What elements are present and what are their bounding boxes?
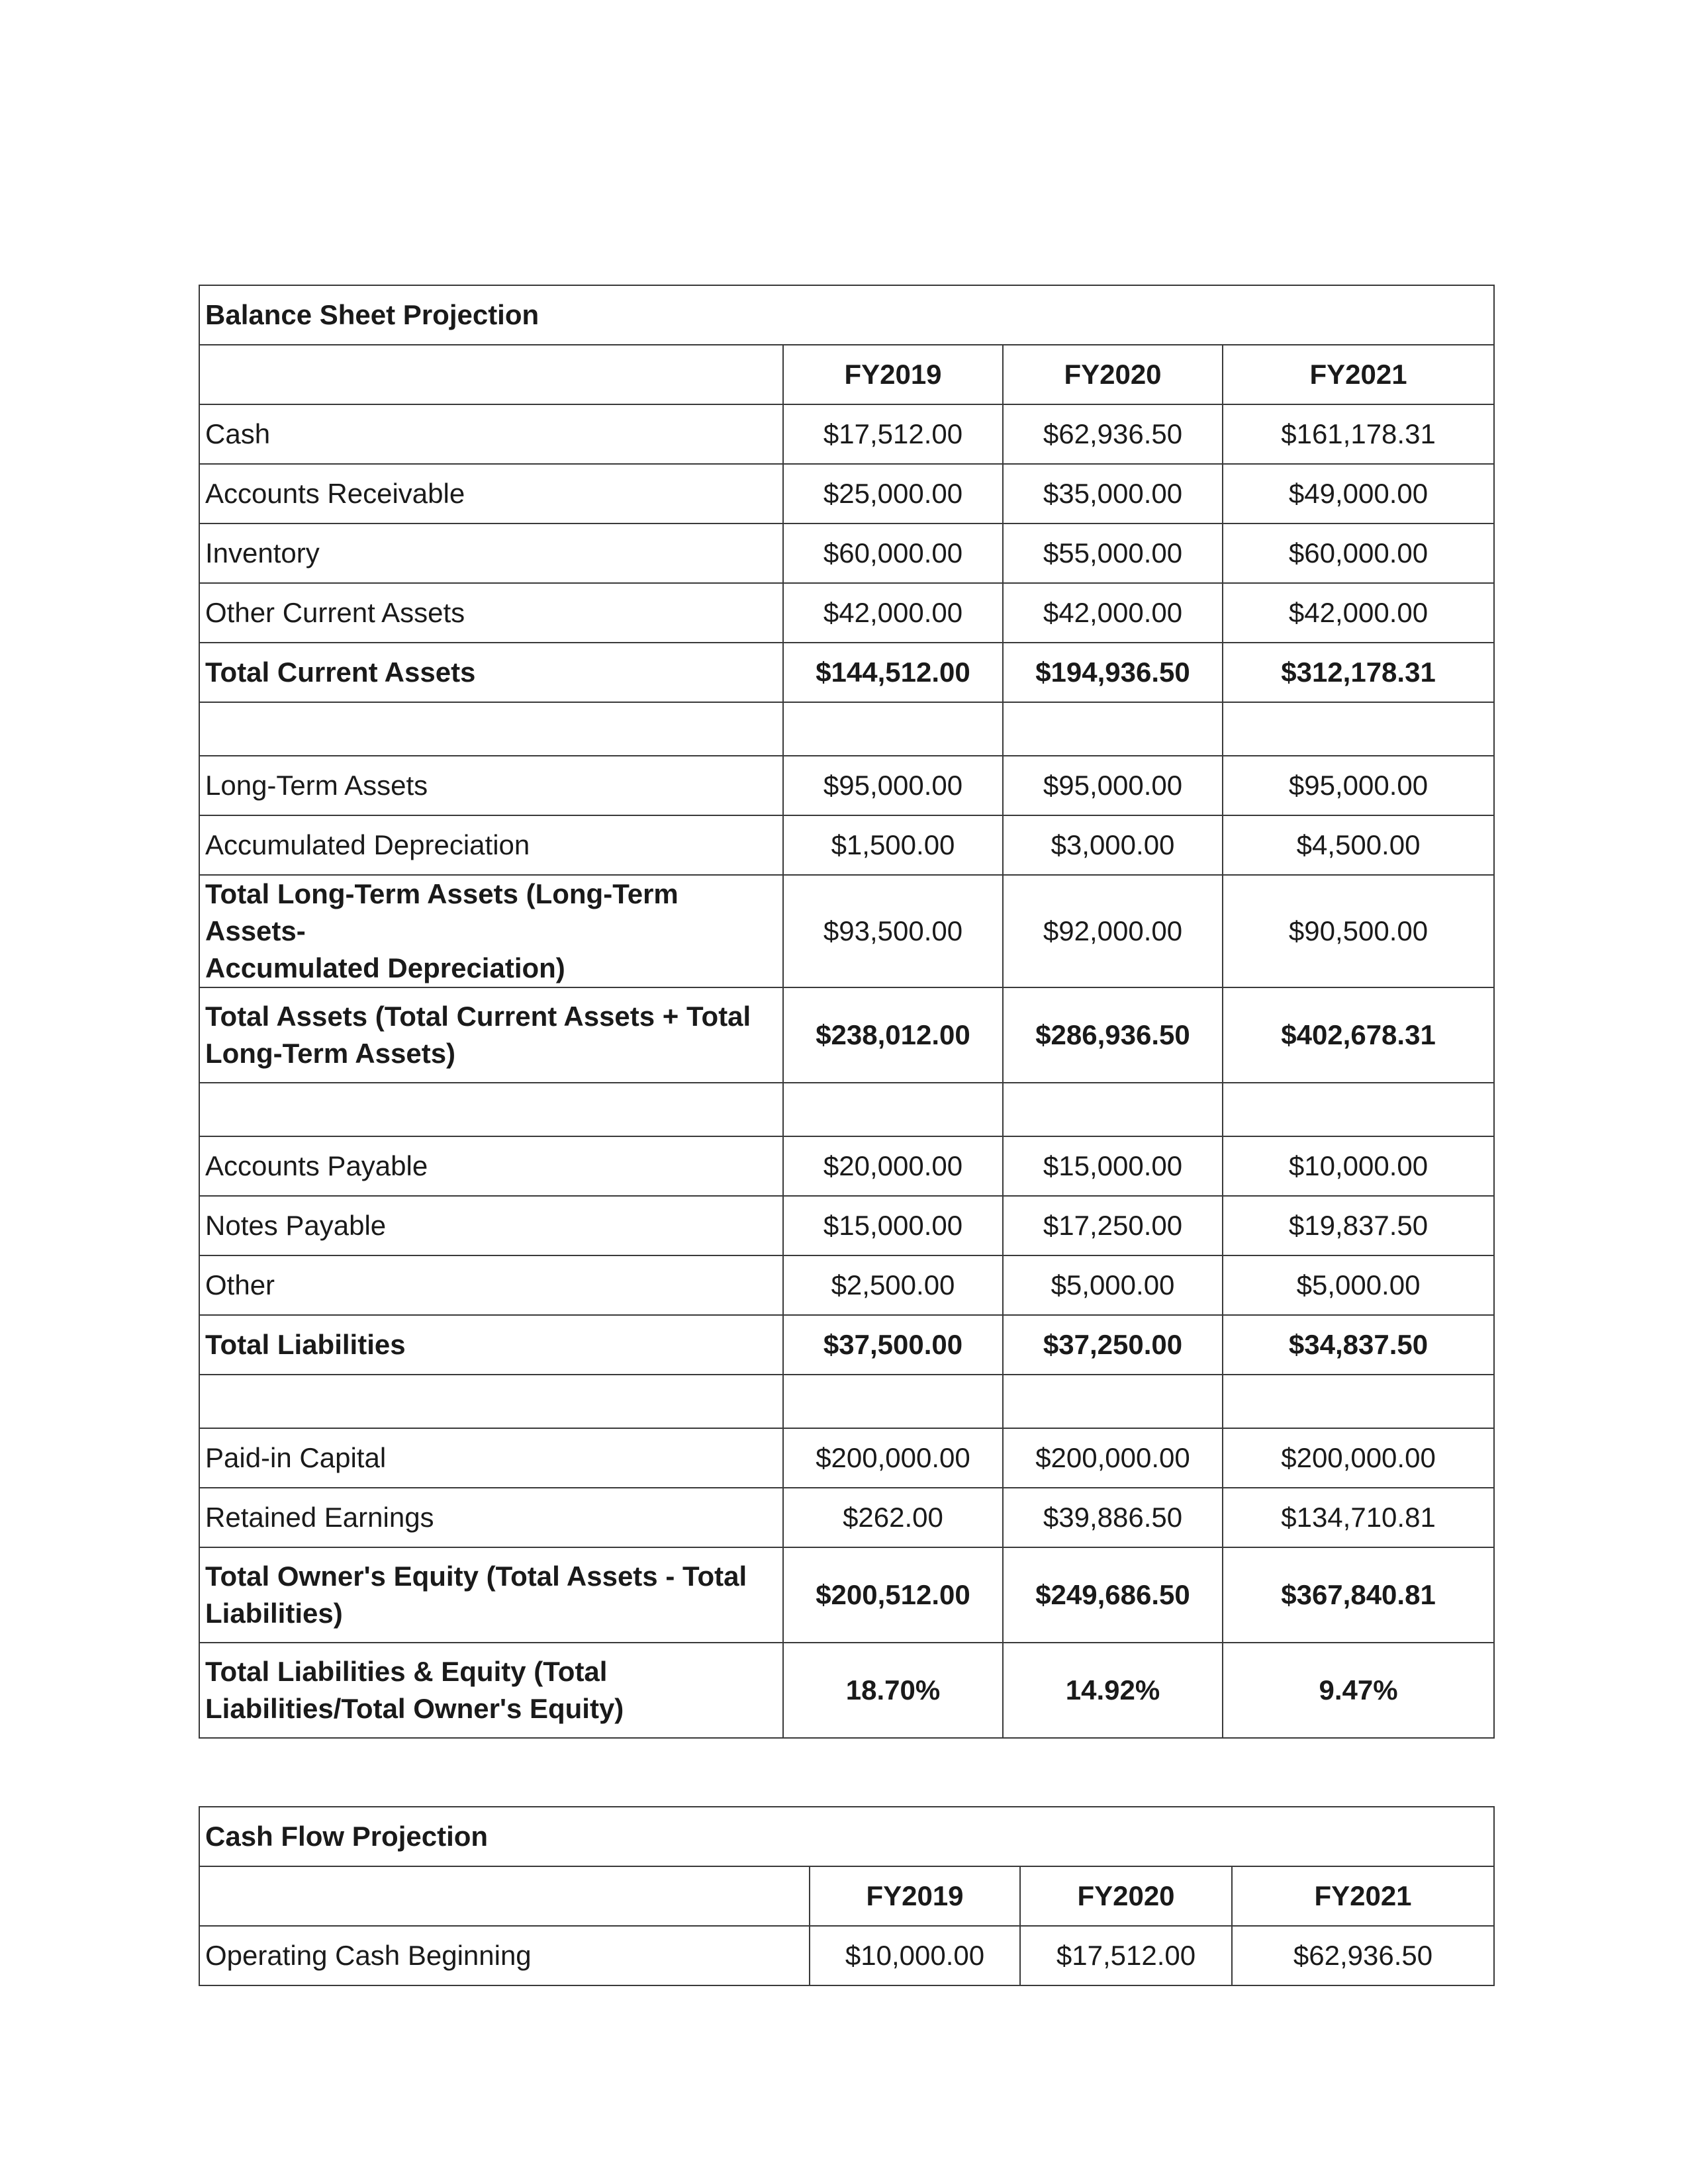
- row-total-current-assets: [199, 643, 1494, 702]
- spacer-cell: [199, 1375, 783, 1428]
- value-fy2020: $17,512.00: [1020, 1926, 1232, 1985]
- spacer-cell: [783, 1375, 1003, 1428]
- value-fy2020: $92,000.00: [1003, 875, 1223, 987]
- value-fy2021: $60,000.00: [1223, 523, 1494, 583]
- header-fy2020: FY2020: [1003, 345, 1223, 404]
- row-label: Cash: [199, 404, 783, 464]
- balance-sheet-title-row: [199, 285, 1494, 345]
- value-fy2019: 18.70%: [783, 1643, 1003, 1738]
- header-fy2021: FY2021: [1223, 345, 1494, 404]
- value-fy2021: $402,678.31: [1223, 987, 1494, 1083]
- spacer-cell: [1223, 1375, 1494, 1428]
- value-fy2019: $60,000.00: [783, 523, 1003, 583]
- row-paid-in-capital: [199, 1428, 1494, 1488]
- value-fy2021: $34,837.50: [1223, 1315, 1494, 1375]
- row-label: Total Current Assets: [199, 643, 783, 702]
- row-label-line-1: Total Liabilities & Equity (Total: [205, 1656, 608, 1687]
- row-label: Inventory: [199, 523, 783, 583]
- value-fy2020: $286,936.50: [1003, 987, 1223, 1083]
- spacer-cell: [1223, 702, 1494, 756]
- value-fy2020: $35,000.00: [1003, 464, 1223, 523]
- balance-sheet-header-row: [199, 345, 1494, 404]
- value-fy2020: $42,000.00: [1003, 583, 1223, 643]
- row-retained-earnings: [199, 1488, 1494, 1547]
- value-fy2020: $15,000.00: [1003, 1136, 1223, 1196]
- value-fy2021: $161,178.31: [1223, 404, 1494, 464]
- value-fy2021: $62,936.50: [1232, 1926, 1494, 1985]
- spacer-cell: [1003, 1375, 1223, 1428]
- row-notes-payable: [199, 1196, 1494, 1255]
- spacer-row: [199, 1375, 1494, 1428]
- balance-sheet-table: [199, 285, 1495, 1739]
- value-fy2020: $194,936.50: [1003, 643, 1223, 702]
- row-label-line-2: Liabilities): [205, 1598, 343, 1629]
- row-accumulated-depreciation: [199, 815, 1494, 875]
- row-accounts-receivable: [199, 464, 1494, 523]
- row-total-liabilities-equity: [199, 1643, 1494, 1738]
- value-fy2019: $200,000.00: [783, 1428, 1003, 1488]
- value-fy2019: $2,500.00: [783, 1255, 1003, 1315]
- row-label-line-2: Long-Term Assets): [205, 1038, 456, 1069]
- value-fy2021: $4,500.00: [1223, 815, 1494, 875]
- row-label-line-2: Liabilities/Total Owner's Equity): [205, 1693, 624, 1724]
- row-label: Retained Earnings: [199, 1488, 783, 1547]
- value-fy2020: $5,000.00: [1003, 1255, 1223, 1315]
- row-total-long-term-assets: [199, 875, 1494, 987]
- value-fy2021: $312,178.31: [1223, 643, 1494, 702]
- value-fy2021: $95,000.00: [1223, 756, 1494, 815]
- value-fy2020: $249,686.50: [1003, 1547, 1223, 1643]
- spacer-cell: [783, 1083, 1003, 1136]
- row-label: Long-Term Assets: [199, 756, 783, 815]
- spacer-row: [199, 1083, 1494, 1136]
- spacer-cell: [1003, 702, 1223, 756]
- header-fy2021: FY2021: [1232, 1866, 1494, 1926]
- row-label: [199, 875, 783, 987]
- spacer-cell: [1223, 1083, 1494, 1136]
- value-fy2019: $20,000.00: [783, 1136, 1003, 1196]
- row-inventory: [199, 523, 1494, 583]
- row-other-current-assets: [199, 583, 1494, 643]
- row-label: Operating Cash Beginning: [199, 1926, 810, 1985]
- value-fy2021: $367,840.81: [1223, 1547, 1494, 1643]
- cash-flow-title: Cash Flow Projection: [199, 1807, 1494, 1866]
- row-other: [199, 1255, 1494, 1315]
- cash-flow-header-row: [199, 1866, 1494, 1926]
- value-fy2019: $17,512.00: [783, 404, 1003, 464]
- row-label: Total Liabilities: [199, 1315, 783, 1375]
- spacer-cell: [199, 1083, 783, 1136]
- row-label: Other Current Assets: [199, 583, 783, 643]
- value-fy2021: 9.47%: [1223, 1643, 1494, 1738]
- row-cash: [199, 404, 1494, 464]
- spacer-cell: [1003, 1083, 1223, 1136]
- value-fy2021: $200,000.00: [1223, 1428, 1494, 1488]
- row-long-term-assets: [199, 756, 1494, 815]
- row-total-assets: [199, 987, 1494, 1083]
- value-fy2020: $17,250.00: [1003, 1196, 1223, 1255]
- balance-sheet-title: Balance Sheet Projection: [199, 285, 1494, 345]
- value-fy2019: $262.00: [783, 1488, 1003, 1547]
- row-accounts-payable: [199, 1136, 1494, 1196]
- value-fy2021: $90,500.00: [1223, 875, 1494, 987]
- value-fy2019: $15,000.00: [783, 1196, 1003, 1255]
- value-fy2019: $1,500.00: [783, 815, 1003, 875]
- value-fy2019: $238,012.00: [783, 987, 1003, 1083]
- row-label: [199, 1643, 783, 1738]
- value-fy2020: $95,000.00: [1003, 756, 1223, 815]
- row-total-owners-equity: [199, 1547, 1494, 1643]
- row-label-line-1: Total Owner's Equity (Total Assets - Total: [205, 1561, 747, 1592]
- value-fy2019: $10,000.00: [810, 1926, 1020, 1985]
- value-fy2021: $10,000.00: [1223, 1136, 1494, 1196]
- value-fy2019: $42,000.00: [783, 583, 1003, 643]
- value-fy2021: $42,000.00: [1223, 583, 1494, 643]
- row-label: [199, 1547, 783, 1643]
- row-label-line-1: Total Long-Term Assets (Long-Term Assets-: [205, 878, 679, 946]
- value-fy2020: $37,250.00: [1003, 1315, 1223, 1375]
- row-label: Accounts Receivable: [199, 464, 783, 523]
- value-fy2019: $93,500.00: [783, 875, 1003, 987]
- row-label: Accounts Payable: [199, 1136, 783, 1196]
- value-fy2019: $37,500.00: [783, 1315, 1003, 1375]
- value-fy2020: $62,936.50: [1003, 404, 1223, 464]
- value-fy2021: $49,000.00: [1223, 464, 1494, 523]
- value-fy2019: $144,512.00: [783, 643, 1003, 702]
- value-fy2019: $25,000.00: [783, 464, 1003, 523]
- row-label: [199, 987, 783, 1083]
- cash-flow-title-row: [199, 1807, 1494, 1866]
- value-fy2019: $200,512.00: [783, 1547, 1003, 1643]
- header-fy2019: FY2019: [810, 1866, 1020, 1926]
- row-label: Other: [199, 1255, 783, 1315]
- value-fy2020: $200,000.00: [1003, 1428, 1223, 1488]
- cash-flow-table: [199, 1806, 1495, 1986]
- value-fy2021: $5,000.00: [1223, 1255, 1494, 1315]
- row-operating-cash-beginning: [199, 1926, 1494, 1985]
- row-label-line-2: Accumulated Depreciation): [205, 952, 565, 983]
- value-fy2019: $95,000.00: [783, 756, 1003, 815]
- value-fy2020: $39,886.50: [1003, 1488, 1223, 1547]
- header-blank-cell: [199, 1866, 810, 1926]
- row-label: Notes Payable: [199, 1196, 783, 1255]
- spacer-cell: [783, 702, 1003, 756]
- value-fy2020: 14.92%: [1003, 1643, 1223, 1738]
- header-fy2019: FY2019: [783, 345, 1003, 404]
- value-fy2021: $134,710.81: [1223, 1488, 1494, 1547]
- value-fy2020: $55,000.00: [1003, 523, 1223, 583]
- header-blank-cell: [199, 345, 783, 404]
- row-total-liabilities: [199, 1315, 1494, 1375]
- row-label: Accumulated Depreciation: [199, 815, 783, 875]
- spacer-row: [199, 702, 1494, 756]
- header-fy2020: FY2020: [1020, 1866, 1232, 1926]
- value-fy2020: $3,000.00: [1003, 815, 1223, 875]
- value-fy2021: $19,837.50: [1223, 1196, 1494, 1255]
- spacer-cell: [199, 702, 783, 756]
- row-label-line-1: Total Assets (Total Current Assets + Total: [205, 1001, 751, 1032]
- row-label: Paid-in Capital: [199, 1428, 783, 1488]
